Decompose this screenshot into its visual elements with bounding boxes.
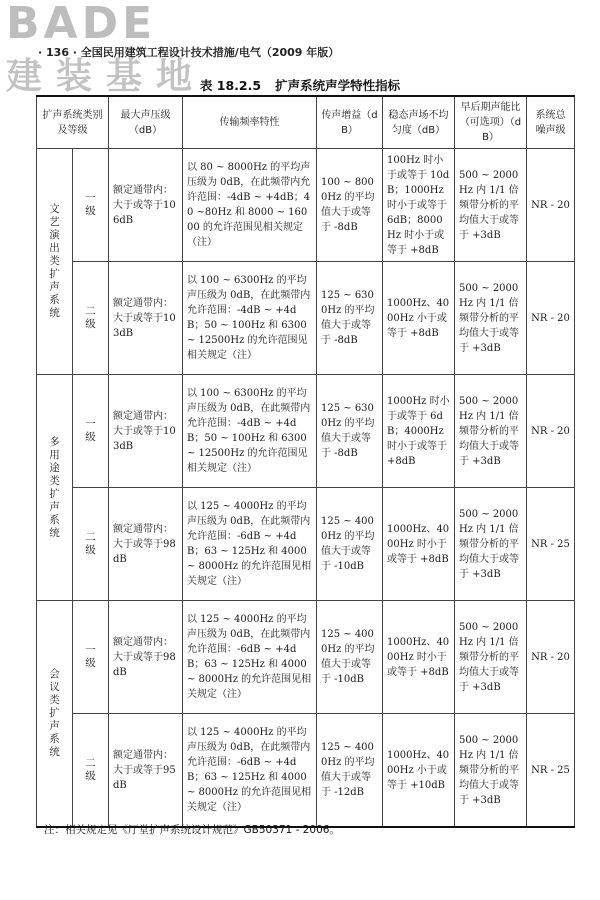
category-cell xyxy=(37,601,73,828)
gain-cell: 125 ~ 4000Hz 的平均值大于或等于 -10dB xyxy=(317,601,383,714)
page-header: · 136 · 全国民用建筑工程设计技术措施/电气（2009 年版） xyxy=(38,46,340,59)
level-cell xyxy=(73,714,109,828)
watermark-logo-top: BADE xyxy=(6,0,157,49)
table-row xyxy=(37,262,575,375)
table-title-block xyxy=(0,76,600,94)
gain-cell: 125 ~ 4000Hz 的平均值大于或等于 -12dB xyxy=(317,714,383,828)
header-freq-response: 传输频率特性 xyxy=(183,96,317,149)
level-cell xyxy=(73,375,109,488)
category-cell xyxy=(37,149,73,375)
acoustic-spec-table xyxy=(36,95,575,828)
max-spl-cell: 额定通带内：大于或等于106dB xyxy=(109,149,183,262)
header-category-level: 扩声系统类别及等级 xyxy=(37,96,109,149)
category-label: 文艺演出类扩声系统 xyxy=(49,203,60,319)
level-cell xyxy=(73,149,109,262)
table-number: 表 18.2.5 xyxy=(199,78,262,93)
clarity-cell: 500 ~ 2000Hz 内 1/1 倍频带分析的平均值大于或等于 +3dB xyxy=(455,601,527,714)
clarity-cell: 500 ~ 2000Hz 内 1/1 倍频带分析的平均值大于或等于 +3dB xyxy=(455,149,527,262)
table-row xyxy=(37,149,575,262)
level-cell xyxy=(73,262,109,375)
uniformity-cell: 1000Hz、4000Hz 小于或等于 +8dB xyxy=(383,262,455,375)
clarity-cell: 500 ~ 2000Hz 内 1/1 倍频带分析的平均值大于或等于 +3dB xyxy=(455,262,527,375)
level-label: 二级 xyxy=(85,757,96,782)
noise-cell: NR - 20 xyxy=(527,601,575,714)
table-row xyxy=(37,375,575,488)
freq-response-cell: 以 100 ~ 6300Hz 的平均声压级为 0dB，在此频带内允许范围：-4dB ~ +4dB；50 ~ 100Hz 和 6300 ~ 12500Hz 的允许范围见相关规定（注） xyxy=(183,262,317,375)
header-gain: 传声增益（dB） xyxy=(317,96,383,149)
category-label: 多用途类扩声系统 xyxy=(49,435,60,539)
noise-cell: NR - 25 xyxy=(527,488,575,601)
uniformity-cell: 1000Hz、4000Hz 时小于或等于 +8dB xyxy=(383,601,455,714)
freq-response-cell: 以 80 ~ 8000Hz 的平均声压级为 0dB，在此频带内允许范围：-4dB ~ +4dB；40 ~80Hz 和 8000 ~ 16000 的允许范围见相关规定（注） xyxy=(183,149,317,262)
gain-cell: 125 ~ 4000Hz 的平均值大于或等于 -10dB xyxy=(317,488,383,601)
table-header-row xyxy=(37,96,575,149)
noise-cell: NR - 25 xyxy=(527,714,575,828)
uniformity-cell: 100Hz 时小于或等于 10dB；1000Hz 时小于或等于 6dB；8000Hz 时小于或等于 +8dB xyxy=(383,149,455,262)
noise-cell: NR - 20 xyxy=(527,262,575,375)
header-max-spl: 最大声压级（dB） xyxy=(109,96,183,149)
max-spl-cell: 额定通带内：大于或等于98dB xyxy=(109,488,183,601)
gain-cell: 125 ~ 6300Hz 的平均值大于或等于 -8dB xyxy=(317,375,383,488)
uniformity-cell: 1000Hz、4000Hz 小于或等于 +10dB xyxy=(383,714,455,828)
max-spl-cell: 额定通带内：大于或等于95dB xyxy=(109,714,183,828)
table-row xyxy=(37,714,575,828)
level-label: 一级 xyxy=(85,644,96,669)
noise-cell: NR - 20 xyxy=(527,149,575,262)
level-label: 二级 xyxy=(85,305,96,330)
max-spl-cell: 额定通带内：大于或等于103dB xyxy=(109,262,183,375)
freq-response-cell: 以 125 ~ 4000Hz 的平均声压级为 0dB，在此频带内允许范围：-6dB ~ +4dB；63 ~ 125Hz 和 4000 ~ 8000Hz 的允许范围见相关规定（注） xyxy=(183,601,317,714)
gain-cell: 125 ~ 6300Hz 的平均值大于或等于 -8dB xyxy=(317,262,383,375)
watermark-logo-bottom: 建装基地 xyxy=(6,56,207,97)
clarity-cell: 500 ~ 2000Hz 内 1/1 倍频带分析的平均值大于或等于 +3dB xyxy=(455,375,527,488)
level-label: 二级 xyxy=(85,531,96,556)
level-label: 一级 xyxy=(85,418,96,443)
header-noise: 系统总噪声级 xyxy=(527,96,575,149)
level-label: 一级 xyxy=(85,192,96,217)
uniformity-cell: 1000Hz、4000Hz 时小于或等于 +8dB xyxy=(383,488,455,601)
level-cell xyxy=(73,488,109,601)
clarity-cell: 500 ~ 2000Hz 内 1/1 倍频带分析的平均值大于或等于 +3dB xyxy=(455,488,527,601)
max-spl-cell: 额定通带内：大于或等于98dB xyxy=(109,601,183,714)
category-cell xyxy=(37,375,73,601)
clarity-cell: 500 ~ 2000Hz 内 1/1 倍频带分析的平均值大于或等于 +3dB xyxy=(455,714,527,828)
noise-cell: NR - 20 xyxy=(527,375,575,488)
freq-response-cell: 以 100 ~ 6300Hz 的平均声压级为 0dB，在此频带内允许范围：-4dB ~ +4dB；50 ~ 100Hz 和 6300 ~ 12500Hz 的允许范围见相关规定（注） xyxy=(183,375,317,488)
level-cell xyxy=(73,601,109,714)
gain-cell: 100 ~ 8000Hz 的平均值大于或等于 -8dB xyxy=(317,149,383,262)
table-title: 扩声系统声学特性指标 xyxy=(275,78,401,93)
freq-response-cell: 以 125 ~ 4000Hz 的平均声压级为 0dB，在此频带内允许范围：-6dB ~ +4dB；63 ~ 125Hz 和 4000 ~ 8000Hz 的允许范围见相关规定（注） xyxy=(183,488,317,601)
header-uniformity: 稳态声场不均匀度（dB） xyxy=(383,96,455,149)
table-row xyxy=(37,601,575,714)
category-label: 会议类扩声系统 xyxy=(49,668,60,758)
table-footnote: 注：相关规定见《厅堂扩声系统设计规范》GB50371 - 2006。 xyxy=(44,824,340,836)
header-clarity: 早后期声能比（可选项）（dB） xyxy=(455,96,527,149)
max-spl-cell: 额定通带内：大于或等于103dB xyxy=(109,375,183,488)
freq-response-cell: 以 125 ~ 4000Hz 的平均声压级为 0dB，在此频带内允许范围：-6dB ~ +4dB；63 ~ 125Hz 和 4000 ~ 8000Hz 的允许范围见相关规定（注） xyxy=(183,714,317,828)
uniformity-cell: 1000Hz 时小于或等于 6dB；4000Hz 时小于或等于 +8dB xyxy=(383,375,455,488)
table-row xyxy=(37,488,575,601)
